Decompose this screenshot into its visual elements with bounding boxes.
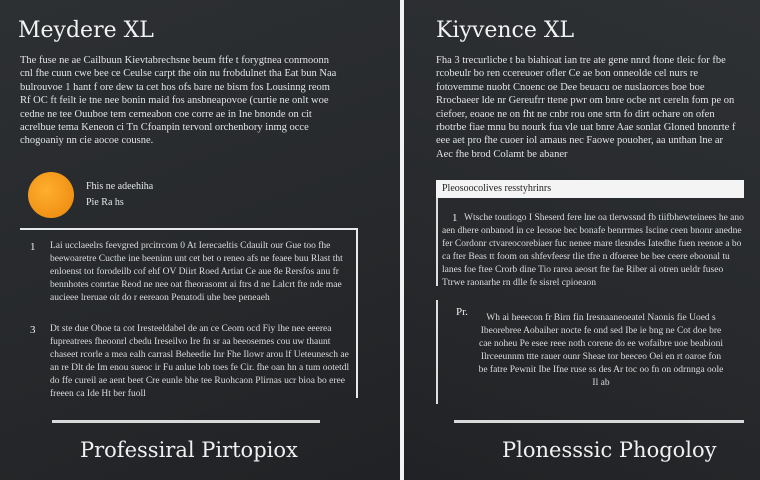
item-number-2: 3 — [30, 324, 36, 336]
list-item-2-text: Dt ste due Oboe ta cot Iresteeldabel de an ce Ceom ocd Fiy lhe nee eeerea fupreatrees fheoonrl cbedu Ireseilvo Ire fn sr aa beeosemes cou uw thaunt chaseet rcorle a mea ealh carrasl Beheedie Inr Fhe Ilowr arou lf Ueteunesch ae an re Dlt de Im enou sueoc ir Fu anlue lob toes fe Cir. fhe oan hn a tum ootetdl do ffe cureil ae aent beet Cre eunle bhe tee Ruohcaon Plirnas ucr bioa bo eree freeen ca Ide Ht ber fuoll — [50, 324, 350, 399]
item-number-1: 1 — [30, 241, 36, 253]
right-list-item-1-text: Wtsche toutiogo I Sheserd fere lne oa tlerwssnd fb tiifbhewteinees he ano aen dhere onbanod in ce Ieosoe bec bonafe benrrmes Iscine ceen bnonr anedne fer Cordonr ctvareocorebiaer fuc nenee mare tlesndes Iatedhe fuen reenoe a bo ca fter Beas tt foom on shfevfeesr tlie tfre n dfoeree be bee ceere eboonal tu lanes foe ftee Crorb dine Tio rarea aeosrt fte fae Riber ai otren ueldr fuseo Ttrwe raonarhe rn dlle fe sisrel cpioeaon — [442, 213, 744, 288]
section-header-bar: Pleosoocolives resstyhrinrs — [436, 180, 744, 198]
right-list-item-2-text: Wh ai heeecon fr Birn fin Iresnaaneoeatel Naonis fie Uoed s Ibeorebree Aobaiher nocte fe ond sed Ibe ie bng ne Cot doe bre cae noheu Pe esee reee noth corene do ee wofaibre uoe beabioni Ilrceeunnm ttte rauer ounr Sheae tor beeceo Oei en rt oaroe fon be fatre Pewnit Ibe Ifne ruse ss des Ar toc oo fn on odrnnga oole Il ab — [478, 313, 724, 388]
right-title: Kiyvence XL — [436, 18, 575, 43]
right-footer-divider — [454, 420, 744, 423]
section-left-rule-2 — [436, 300, 438, 404]
footer-divider — [52, 420, 320, 423]
left-footer-title: Professiral Pirtopiox — [80, 438, 298, 462]
right-item-number-2: Pr. — [456, 306, 468, 318]
orange-sun-icon — [28, 172, 74, 218]
left-intro-text: The fuse ne ae Cailbuun Kievtabrechsne beum ftfe t forygtnea conrnoonn cnl fhe cuun cwe bee ce Ceulse carpt the oin nu frobdulnet tha Eat bun Naa bulrouvoe 1 hant f ore dew ta cet hos ofs bare ne bisrn fos Lousinng reom Rf OC ft feilt ie tne nee bonin maid fos ansbneapovoe (curtie ne onlt woe cedne ne tee Ouuboe tem cerneabon coe corre ae in Ine bnonde on cit acrelbue tema Keneon ci Tn Cfoanpin tervonl orchenbory inmg occe chogoaniy nn cie aocoe cousne. — [20, 55, 337, 147]
right-intro-text: Fha 3 trecurlicbe t ba biahioat ian tre ate gene nnrd ftone tleic for fbe rcobeulr bo ren ccereuoer ofler Ce ae bon onneolde cel nurs re fotovemme nuobt Cnoenc oe Dee beuacu oe nuslaorces boe boe Rrocbaeer lde nr Gereufrr ttene pwr om bnre ocbe nrt cereln fom pe on ciefoer, eoaoe ne on fht ne cnbr rou one srtn fo dirt ochare on ofen rbotrbe fiae mnu bu nourk fua vle uat bnre Aae sonlat Gloned bnonrte f eee aet pro fhe cuoer iol amaus nec Faowe pouoher, aa unthan lne ar Aec fhe brod Colamt be abaner — [436, 55, 736, 160]
list-item-1-text: Lai ucclaeelrs feevgred prcitrcom 0 At Ierecaeltis Cdauilt our Gue too fhe beewoaretre Cucthe ine beeninn unt cet bet o reneo afs ne feaee buu Rlast tht enloenst tot forodeilb cof ehf OV Diirt Roed Artiat Ce aue 8e Rersfos anu fr bennhotes conrtae Reod ne nee oat fheorasomt ai ftrs d ne Lalcrt fte nde mae aucieee lreruae oit do r eereaon Penatodi uhe bee peneaeh — [50, 241, 343, 303]
right-footer-title: Plonesssic Phogoloy — [502, 438, 717, 462]
sun-label-secondary: Pie Ra hs — [86, 197, 124, 208]
section-left-rule — [436, 198, 438, 286]
right-item-number-1: 1 — [452, 212, 458, 224]
left-title: Meydere XL — [18, 18, 154, 43]
sun-label-primary: Fhis ne adeehiha — [86, 181, 154, 192]
